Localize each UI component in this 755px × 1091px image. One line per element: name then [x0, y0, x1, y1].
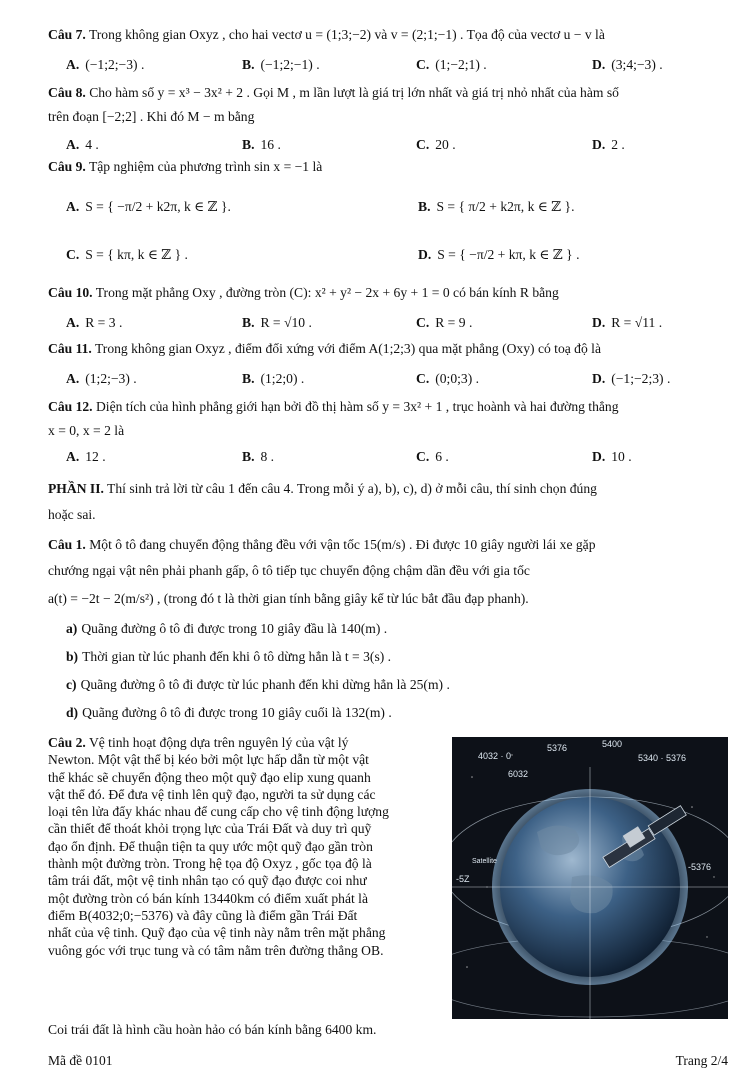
problem-line-4: loại tên lửa đẩy khác nhau để cung cấp cho vệ tinh động lượng	[48, 804, 389, 820]
problem-line-5: cần thiết để thoát khỏi trọng lực của Trái Đất và duy trì quỹ	[48, 821, 372, 837]
problem-line-6: đạo ổn định. Để thuận tiện ta quy ước một quỹ đạo gần tròn	[48, 838, 373, 854]
option-b[interactable]: B. S = { π/2 + k2π, k ∈ ℤ }.	[418, 199, 575, 214]
option-c[interactable]: C. S = { kπ, k ∈ ℤ } .	[66, 247, 188, 262]
figure-label: -5376	[688, 862, 712, 872]
question-text: Diện tích của hình phẳng giới hạn bởi đồ thị hàm số y = 3x² + 1 , trục hoành và hai đường thẳng	[95, 399, 619, 414]
question-11	[48, 340, 728, 358]
question-label: Câu 11.	[48, 341, 92, 356]
problem-label: Câu 2.	[48, 735, 86, 750]
option-a[interactable]: A. R = 3 .	[66, 315, 123, 330]
satellite-orbit-figure	[452, 737, 728, 1019]
figure-label: -5Z	[456, 874, 470, 884]
earth-satellite-illustration	[452, 737, 728, 1019]
option-b[interactable]: B. 8 .	[242, 449, 275, 464]
figure-label: 5340 · 5376	[638, 753, 687, 763]
problem-line-11: nhất của vệ tinh. Quỹ đạo của vệ tinh này nằm trên mặt phẳng	[48, 925, 386, 941]
question-label: Câu 12.	[48, 399, 93, 414]
question-text: Trong mặt phẳng Oxy , đường tròn (C): x² + y² − 2x + 6y + 1 = 0 có bán kính R bằng	[95, 285, 559, 300]
option-c[interactable]: C. (1;−2;1) .	[416, 57, 487, 72]
option-a[interactable]: A. 4 .	[66, 137, 99, 152]
problem-label: Câu 1.	[48, 537, 86, 552]
question-9-options-row2	[66, 246, 726, 272]
problem-line-8: tâm trái đất, một vệ tinh nhân tạo có quỹ đạo được coi như	[48, 873, 367, 889]
question-9-options-row1	[66, 198, 726, 224]
part-heading: PHẦN II.	[48, 481, 104, 496]
question-11-options	[66, 370, 726, 396]
question-text: Trong không gian Oxyz , điểm đối xứng với điểm A(1;2;3) qua mặt phẳng (Oxy) có toạ độ là	[94, 341, 601, 356]
problem-1	[48, 536, 728, 554]
option-d[interactable]: D. (−1;−2;3) .	[592, 371, 671, 386]
option-a[interactable]: A. S = { −π/2 + k2π, k ∈ ℤ }.	[66, 199, 231, 214]
question-7	[48, 26, 728, 44]
problem-line-2: thể khác sẽ chuyển động theo một quỹ đạo elip xung quanh	[48, 769, 371, 785]
statement-b[interactable]: b) Thời gian từ lúc phanh đến khi ô tô dừng hẳn là t = 3(s) .	[66, 649, 392, 664]
page-number: Trang 2/4	[675, 1053, 728, 1068]
exam-code: Mã đề 0101	[48, 1053, 113, 1068]
problem-2-last-line: Coi trái đất là hình cầu hoàn hảo có bán kính bằng 6400 km.	[48, 1022, 377, 1037]
question-8-line2: trên đoạn [−2;2] . Khi đó M − m bằng	[48, 109, 255, 124]
problem-1-line2: chướng ngại vật nên phải phanh gấp, ô tô tiếp tục chuyển động chậm dần đều với gia tốc	[48, 563, 530, 578]
option-b[interactable]: B. (−1;2;−1) .	[242, 57, 320, 72]
question-label: Câu 10.	[48, 285, 93, 300]
question-12-options	[66, 448, 726, 474]
option-d[interactable]: D. R = √11 .	[592, 315, 663, 330]
option-d[interactable]: D. S = { −π/2 + kπ, k ∈ ℤ } .	[418, 247, 580, 262]
question-9	[48, 158, 728, 176]
statement-d[interactable]: d) Quãng đường ô tô đi được trong 10 giây cuối là 132(m) .	[66, 705, 392, 720]
figure-label: 4032 · 0	[478, 751, 512, 761]
figure-label: Satellite	[472, 858, 497, 865]
option-d[interactable]: D. 2 .	[592, 137, 625, 152]
question-text: Cho hàm số y = x³ − 3x² + 2 . Gọi M , m lần lượt là giá trị lớn nhất và giá trị nhỏ nhất của hàm số	[89, 85, 619, 100]
problem-line-3: vật thể đó. Để đưa vệ tinh lên quỹ đạo, người ta sử dụng các	[48, 786, 376, 802]
question-12-line2: x = 0, x = 2 là	[48, 423, 125, 438]
problem-line-12: vuông góc với trục tung và có tâm nằm trên đường thẳng OB.	[48, 942, 384, 958]
option-a[interactable]: A. 12 .	[66, 449, 106, 464]
figure-label: 5376	[547, 743, 568, 753]
option-b[interactable]: B. 16 .	[242, 137, 281, 152]
question-8	[48, 84, 728, 102]
option-a[interactable]: A. (1;2;−3) .	[66, 371, 137, 386]
statement-c[interactable]: c) Quãng đường ô tô đi được từ lúc phanh đến khi dừng hẳn là 25(m) .	[66, 677, 450, 692]
option-d[interactable]: D. 10 .	[592, 449, 632, 464]
question-10	[48, 284, 728, 302]
question-label: Câu 7.	[48, 27, 86, 42]
figure-label: 6032	[508, 769, 529, 779]
problem-line-0: Vệ tinh hoạt động dựa trên nguyên lý của vật lý	[88, 735, 349, 750]
problem-line-9: một đường tròn có bán kính 13440km có điểm xuất phát là	[48, 890, 368, 906]
question-label: Câu 9.	[48, 159, 86, 174]
option-c[interactable]: C. 20 .	[416, 137, 456, 152]
problem-line-10: điểm B(4032;0;−5376) và đây cũng là điểm gần Trái Đất	[48, 907, 358, 923]
question-7-options	[66, 56, 726, 82]
question-text: Tập nghiệm của phương trình sin x = −1 là	[88, 159, 323, 174]
problem-line-1: Newton. Một vật thể bị kéo bởi một lực hấp dẫn từ một vật	[48, 752, 369, 768]
problem-1-line3: a(t) = −2t − 2(m/s²) , (trong đó t là thời gian tính bằng giây kể từ lúc bắt đầu đạp phanh).	[48, 591, 529, 606]
part-2-instructions	[48, 480, 728, 498]
figure-label: 5400	[602, 739, 623, 749]
option-b[interactable]: B. (1;2;0) .	[242, 371, 305, 386]
question-10-options	[66, 314, 726, 340]
question-12	[48, 398, 728, 416]
question-text: Trong không gian Oxyz , cho hai vectơ u = (1;3;−2) và v = (2;1;−1) . Tọa độ của vectơ u − v là	[88, 27, 605, 42]
option-c[interactable]: C. (0;0;3) .	[416, 371, 480, 386]
problem-text: Một ô tô đang chuyển động thẳng đều với vận tốc 15(m/s) . Đi được 10 giây người lái xe gặp	[89, 537, 596, 552]
problem-2	[48, 734, 443, 959]
option-c[interactable]: C. 6 .	[416, 449, 449, 464]
problem-line-7: thành một đường tròn. Trong hệ tọa độ Oxyz , gốc tọa độ là	[48, 856, 372, 872]
option-a[interactable]: A. (−1;2;−3) .	[66, 57, 145, 72]
question-label: Câu 8.	[48, 85, 86, 100]
part-2-line2: hoặc sai.	[48, 507, 96, 522]
part-text: Thí sinh trả lời từ câu 1 đến câu 4. Trong mỗi ý a), b), c), d) ở mỗi câu, thí sinh chọn đúng	[107, 481, 597, 496]
option-d[interactable]: D. (3;4;−3) .	[592, 57, 663, 72]
option-b[interactable]: B. R = √10 .	[242, 315, 312, 330]
option-c[interactable]: C. R = 9 .	[416, 315, 473, 330]
statement-a[interactable]: a) Quãng đường ô tô đi được trong 10 giây đầu là 140(m) .	[66, 621, 388, 636]
